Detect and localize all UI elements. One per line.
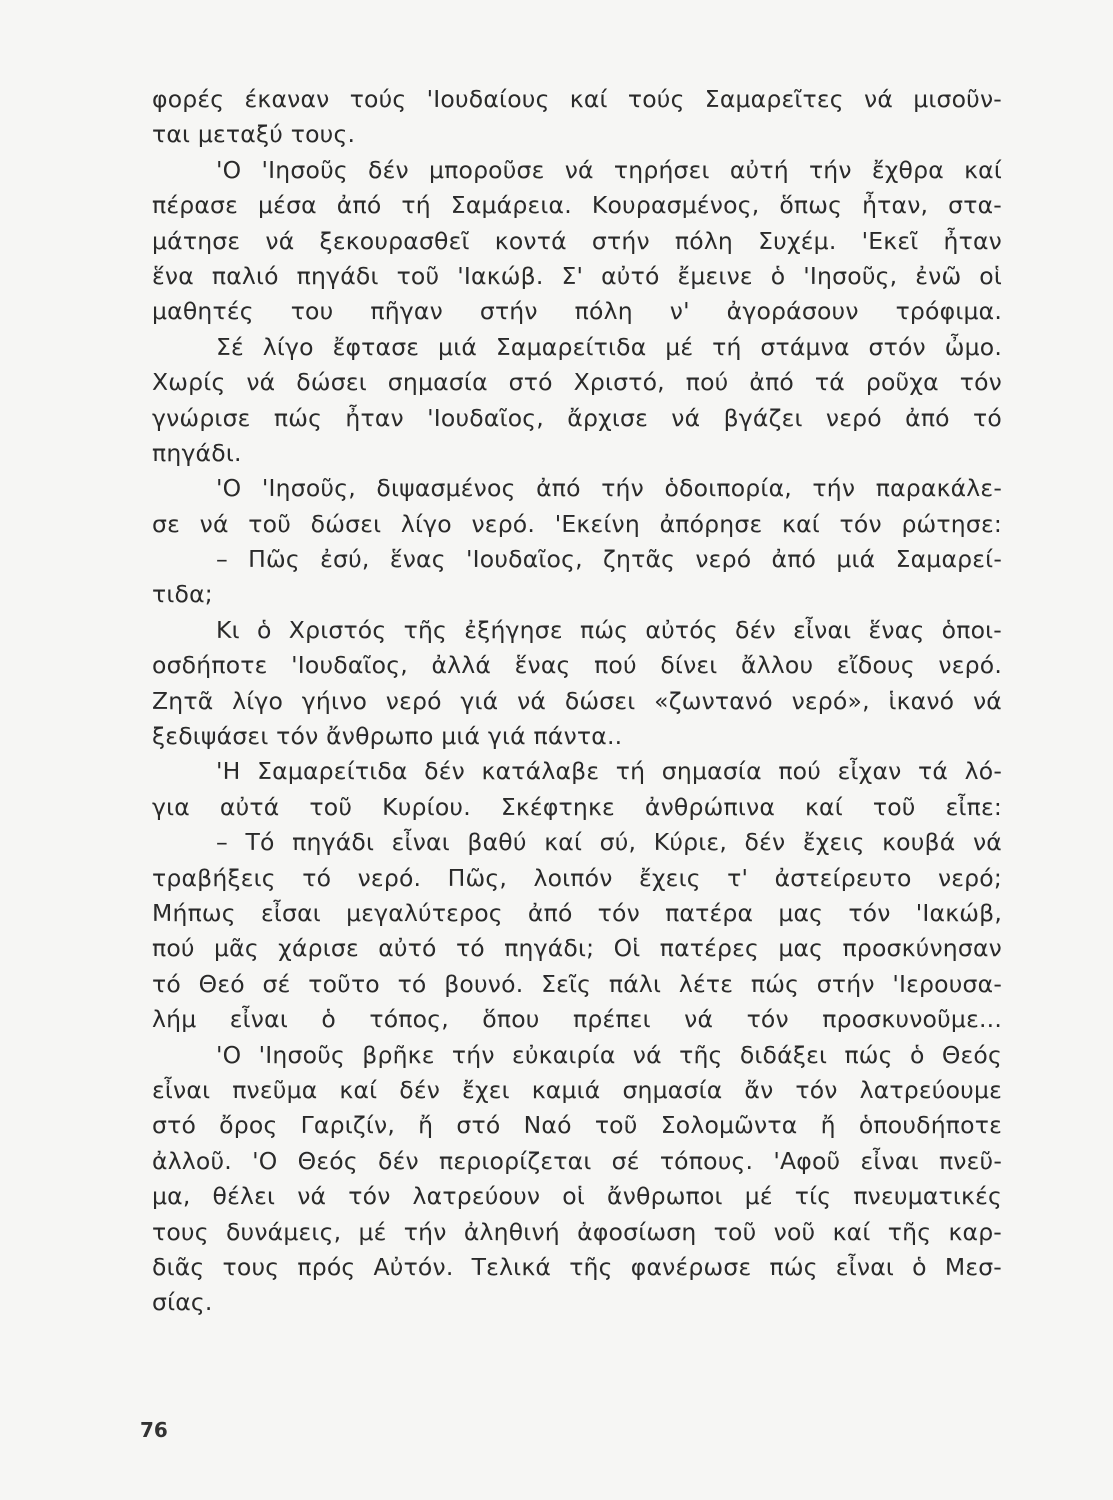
text-line: μάτησε νά ξεκουρασθεῖ κοντά στήν πόλη Συχέμ. 'Εκεῖ ἦταν xyxy=(152,226,1002,255)
text-line: στό ὄρος Γαριζίν, ἤ στό Ναό τοῦ Σολομῶντα ἤ ὁπουδήποτε xyxy=(152,1111,1002,1140)
text-line: πηγάδι. xyxy=(152,438,242,467)
text-line: διᾶς τους πρός Αὐτόν. Τελικά τῆς φανέρωσε πώς εἶναι ὁ Μεσ- xyxy=(152,1252,1002,1281)
text-line: μαθητές του πῆγαν στήν πόλη ν' ἀγοράσουν τρόφιμα. xyxy=(152,297,1002,326)
text-line: 'Ο 'Ιησοῦς, διψασμένος ἀπό τήν ὁδοιπορία, τήν παρακάλε- xyxy=(216,474,1002,503)
page-number: 76 xyxy=(140,1418,168,1442)
text-line: Κι ὁ Χριστός τῆς ἐξήγησε πώς αὐτός δέν εἶναι ἕνας ὁποι- xyxy=(216,615,1002,644)
text-line: τους δυνάμεις, μέ τήν ἀληθινή ἀφοσίωση τοῦ νοῦ καί τῆς καρ- xyxy=(152,1217,1002,1246)
text-line: φορές έκαναν τούς 'Ιουδαίους καί τούς Σαμαρεῖτες νά μισοῦν- xyxy=(152,85,1002,113)
text-line: εἶναι πνεῦμα καί δέν ἔχει καμιά σημασία ἄν τόν λατρεύουμε xyxy=(152,1075,1002,1104)
text-line: ἀλλοῦ. 'Ο Θεός δέν περιορίζεται σέ τόπους. 'Αφοῦ εἶναι πνεῦ- xyxy=(152,1146,1002,1175)
text-line: για αὐτά τοῦ Κυρίου. Σκέφτηκε ἀνθρώπινα καί τοῦ εἶπε: xyxy=(152,792,1002,821)
text-line: ξεδιψάσει τόν ἄνθρωπο μιά γιά πάντα.. xyxy=(152,722,623,751)
text-line: Ζητᾶ λίγο γήινο νερό γιά νά δώσει «ζωντανό νερό», ἱκανό νά xyxy=(152,686,1002,715)
text-line: μα, θέλει νά τόν λατρεύουν οἱ ἄνθρωποι μέ τίς πνευματικές xyxy=(152,1182,1002,1211)
text-line: πέρασε μέσα ἀπό τή Σαμάρεια. Κουρασμένος, ὅπως ἦταν, στα- xyxy=(152,191,1002,220)
text-line: – Πῶς ἐσύ, ἕνας 'Ιουδαῖος, ζητᾶς νερό ἀπό μιά Σαμαρεί- xyxy=(216,545,1002,574)
text-line: τό Θεό σέ τοῦτο τό βουνό. Σεῖς πάλι λέτε πώς στήν 'Ιερουσα- xyxy=(152,969,1002,998)
body-text xyxy=(152,82,1002,1321)
text-line: ἕνα παλιό πηγάδι τοῦ 'Ιακώβ. Σ' αὐτό ἔμεινε ὁ 'Ιησοῦς, ἐνῶ οἱ xyxy=(152,261,1002,290)
text-line: λήμ εἶναι ὁ τόπος, ὅπου πρέπει νά τόν προσκυνοῦμε... xyxy=(152,1005,1002,1034)
text-line: σε νά τοῦ δώσει λίγο νερό. 'Εκείνη ἀπόρησε καί τόν ρώτησε: xyxy=(152,509,1002,538)
text-line: πού μᾶς χάρισε αὐτό τό πηγάδι; Οἱ πατέρες μας προσκύνησαν xyxy=(152,934,1002,963)
text-line: Χωρίς νά δώσει σημασία στό Χριστό, πού ἀπό τά ροῦχα τόν xyxy=(152,368,1002,397)
text-line: οσδήποτε 'Ιουδαῖος, ἀλλά ἕνας πού δίνει ἄλλου εἴδους νερό. xyxy=(152,651,1002,680)
text-line: 'Ο 'Ιησοῦς δέν μποροῦσε νά τηρήσει αὐτή τήν ἔχθρα καί xyxy=(216,155,1002,184)
text-line: – Τό πηγάδι εἶναι βαθύ καί σύ, Κύριε, δέν ἔχεις κουβά νά xyxy=(216,828,1002,857)
text-line: γνώρισε πώς ἦταν 'Ιουδαῖος, ἄρχισε νά βγάζει νερό ἀπό τό xyxy=(152,403,1002,432)
text-line: Μήπως εἶσαι μεγαλύτερος ἀπό τόν πατέρα μας τόν 'Ιακώβ, xyxy=(152,898,1002,927)
text-line: τραβήξεις τό νερό. Πῶς, λοιπόν ἔχεις τ' ἀστείρευτο νερό; xyxy=(152,863,1002,892)
text-line: τιδα; xyxy=(152,580,213,609)
text-line: ται μεταξύ τους. xyxy=(152,120,356,149)
text-line: 'Η Σαμαρείτιδα δέν κατάλαβε τή σημασία πού εἶχαν τά λό- xyxy=(216,757,1002,786)
text-line: 'Ο 'Ιησοῦς βρῆκε τήν εὐκαιρία νά τῆς διδάξει πώς ὁ Θεός xyxy=(216,1040,1002,1069)
text-line: Σέ λίγο ἔφτασε μιά Σαμαρείτιδα μέ τή στάμνα στόν ὦμο. xyxy=(216,332,1002,361)
text-line: σίας. xyxy=(152,1288,213,1317)
